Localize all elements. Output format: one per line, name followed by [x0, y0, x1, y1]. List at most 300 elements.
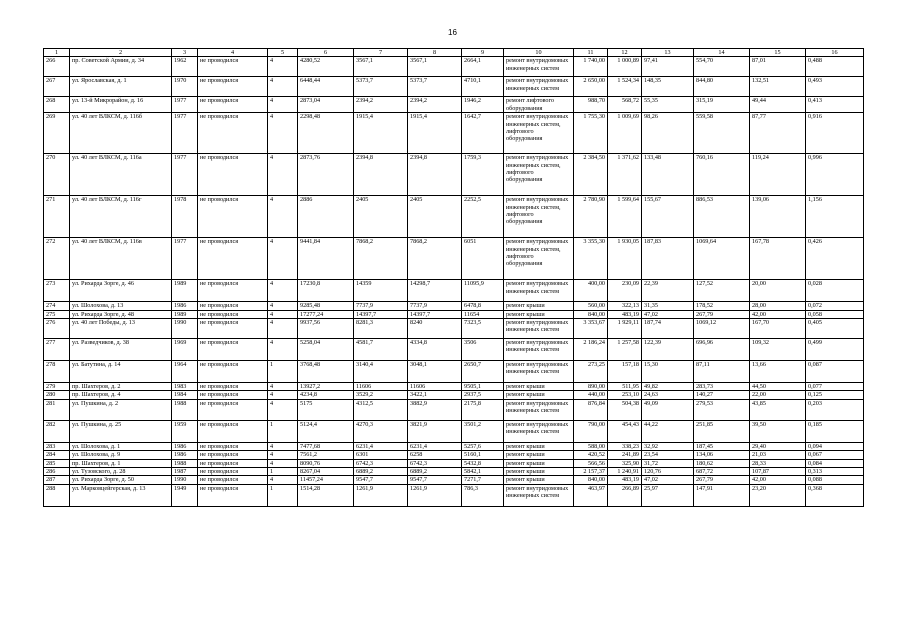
- table-cell: 5373,7: [408, 77, 462, 97]
- table-cell: 269: [44, 113, 70, 154]
- table-cell: 4710,1: [462, 77, 504, 97]
- table-cell: не проводился: [198, 442, 268, 450]
- table-cell: 2394,2: [408, 97, 462, 113]
- table-cell: 1 000,89: [608, 57, 642, 77]
- table-cell: 282: [44, 420, 70, 442]
- table-cell: 24,63: [642, 391, 694, 399]
- table-cell: 1: [268, 420, 298, 442]
- table-cell: 5373,7: [354, 77, 408, 97]
- table-cell: 988,70: [574, 97, 608, 113]
- table-cell: 13,66: [750, 361, 806, 383]
- table-cell: ремонт крыши: [504, 468, 574, 476]
- table-cell: 560,00: [574, 302, 608, 310]
- table-cell: 7323,5: [462, 319, 504, 339]
- table-cell: 4234,8: [298, 391, 354, 399]
- table-cell: ул. Рихарда Зорге, д. 46: [70, 280, 172, 302]
- table-cell: ул. 40 лет ВЛКСМ, д. 116а: [70, 154, 172, 196]
- table-cell: 4334,8: [408, 339, 462, 361]
- table-cell: 4: [268, 339, 298, 361]
- table-cell: 5432,8: [462, 459, 504, 467]
- table-cell: 400,00: [574, 280, 608, 302]
- table-cell: 1 930,05: [608, 238, 642, 280]
- table-cell: 2 186,24: [574, 339, 608, 361]
- table-cell: ул. Ярославская, д. 1: [70, 77, 172, 97]
- table-cell: не проводился: [198, 451, 268, 459]
- table-cell: 6231,4: [354, 442, 408, 450]
- table-cell: пр. Шахтеров, д. 4: [70, 391, 172, 399]
- table-cell: 0,058: [806, 310, 864, 318]
- table-cell: 42,00: [750, 310, 806, 318]
- table-cell: не проводился: [198, 310, 268, 318]
- table-cell: 0,368: [806, 484, 864, 506]
- repair-table: [43, 48, 864, 507]
- table-cell: 32,92: [642, 442, 694, 450]
- table-row: [44, 459, 864, 467]
- column-header: 9: [462, 49, 504, 57]
- table-cell: ул. Рихарда Зорге, д. 50: [70, 476, 172, 484]
- table-cell: 17230,8: [298, 280, 354, 302]
- table-cell: 1977: [172, 154, 198, 196]
- table-cell: ремонт внутридомовых инженерных систем, лифтового оборудования: [504, 154, 574, 196]
- table-cell: 39,50: [750, 420, 806, 442]
- table-cell: 49,44: [750, 97, 806, 113]
- table-cell: ул. Шолохова, д. 13: [70, 302, 172, 310]
- table-cell: 1514,28: [298, 484, 354, 506]
- table-cell: 4: [268, 391, 298, 399]
- table-cell: ремонт крыши: [504, 442, 574, 450]
- table-cell: 4: [268, 310, 298, 318]
- table-cell: 3 355,30: [574, 238, 608, 280]
- table-cell: 1969: [172, 339, 198, 361]
- table-cell: 283,73: [694, 383, 750, 391]
- table-cell: ул. 40 лет ВЛКСМ, д. 116г: [70, 196, 172, 238]
- table-row: [44, 113, 864, 154]
- table-cell: 230,09: [608, 280, 642, 302]
- table-cell: 11654: [462, 310, 504, 318]
- table-cell: 288: [44, 484, 70, 506]
- table-cell: ул. 40 лет Победы, д. 13: [70, 319, 172, 339]
- table-cell: 3567,1: [408, 57, 462, 77]
- table-cell: ул. Разведчиков, д. 38: [70, 339, 172, 361]
- table-cell: 241,89: [608, 451, 642, 459]
- table-cell: 2252,5: [462, 196, 504, 238]
- table-cell: 0,072: [806, 302, 864, 310]
- table-cell: ул. Батутина, д. 14: [70, 361, 172, 383]
- table-cell: 4: [268, 97, 298, 113]
- table-cell: не проводился: [198, 280, 268, 302]
- table-cell: 267,79: [694, 476, 750, 484]
- table-cell: 1988: [172, 399, 198, 420]
- table-cell: 187,83: [642, 238, 694, 280]
- table-cell: 588,00: [574, 442, 608, 450]
- table-cell: ремонт крыши: [504, 451, 574, 459]
- table-cell: 4: [268, 196, 298, 238]
- table-row: [44, 484, 864, 506]
- table-cell: 268: [44, 97, 70, 113]
- table-cell: 266,89: [608, 484, 642, 506]
- table-row: [44, 391, 864, 399]
- table-cell: 14397,7: [408, 310, 462, 318]
- table-cell: 1 740,00: [574, 57, 608, 77]
- table-cell: 281: [44, 399, 70, 420]
- table-cell: 0,405: [806, 319, 864, 339]
- table-cell: 3501,2: [462, 420, 504, 442]
- table-cell: 0,426: [806, 238, 864, 280]
- table-cell: 107,87: [750, 468, 806, 476]
- table-cell: 0,067: [806, 451, 864, 459]
- table-cell: 1964: [172, 361, 198, 383]
- table-cell: 0,094: [806, 442, 864, 450]
- table-cell: не проводился: [198, 57, 268, 77]
- table-row: [44, 476, 864, 484]
- table-cell: 9547,7: [354, 476, 408, 484]
- table-row: [44, 442, 864, 450]
- table-cell: 167,78: [750, 238, 806, 280]
- table-cell: 251,85: [694, 420, 750, 442]
- table-cell: 786,3: [462, 484, 504, 506]
- table-row: [44, 420, 864, 442]
- table-cell: 483,19: [608, 310, 642, 318]
- table-cell: не проводился: [198, 77, 268, 97]
- table-cell: 11606: [354, 383, 408, 391]
- table-cell: 4: [268, 154, 298, 196]
- table-cell: ремонт внутридомовых инженерных систем: [504, 280, 574, 302]
- table-cell: 2394,2: [354, 97, 408, 113]
- table-cell: 139,06: [750, 196, 806, 238]
- table-cell: 97,41: [642, 57, 694, 77]
- table-cell: 5175: [298, 399, 354, 420]
- table-cell: 0,088: [806, 476, 864, 484]
- table-cell: ремонт внутридомовых инженерных систем: [504, 484, 574, 506]
- table-cell: 325,90: [608, 459, 642, 467]
- table-cell: 1990: [172, 319, 198, 339]
- table-cell: 20,00: [750, 280, 806, 302]
- table-cell: 11095,9: [462, 280, 504, 302]
- table-cell: 5124,4: [298, 420, 354, 442]
- table-cell: 0,499: [806, 339, 864, 361]
- table-cell: 1 257,58: [608, 339, 642, 361]
- table-row: [44, 302, 864, 310]
- table-cell: 6742,3: [408, 459, 462, 467]
- table-cell: 568,72: [608, 97, 642, 113]
- table-cell: 14397,7: [354, 310, 408, 318]
- table-cell: 266: [44, 57, 70, 77]
- table-cell: 28,33: [750, 459, 806, 467]
- table-cell: 420,52: [574, 451, 608, 459]
- table-cell: не проводился: [198, 238, 268, 280]
- table-cell: ремонт внутридомовых инженерных систем: [504, 319, 574, 339]
- table-cell: 276: [44, 319, 70, 339]
- table-cell: 1915,4: [408, 113, 462, 154]
- table-row: [44, 383, 864, 391]
- table-cell: 180,62: [694, 459, 750, 467]
- table-cell: 279,53: [694, 399, 750, 420]
- table-cell: 760,16: [694, 154, 750, 196]
- table-cell: 14298,7: [408, 280, 462, 302]
- table-cell: 4: [268, 476, 298, 484]
- table-cell: ремонт крыши: [504, 310, 574, 318]
- table-cell: 7561,2: [298, 451, 354, 459]
- table-cell: ремонт внутридомовых инженерных систем, лифтового оборудования: [504, 196, 574, 238]
- table-cell: 454,43: [608, 420, 642, 442]
- table-cell: не проводился: [198, 468, 268, 476]
- table-cell: 1977: [172, 97, 198, 113]
- table-cell: 3140,4: [354, 361, 408, 383]
- table-cell: 1978: [172, 196, 198, 238]
- column-header: 4: [198, 49, 268, 57]
- table-cell: 463,97: [574, 484, 608, 506]
- table-cell: 7271,7: [462, 476, 504, 484]
- table-row: [44, 399, 864, 420]
- table-cell: 0,203: [806, 399, 864, 420]
- table-cell: ремонт внутридомовых инженерных систем, лифтового оборудования: [504, 113, 574, 154]
- table-cell: ремонт лифтового оборудования: [504, 97, 574, 113]
- table-cell: 127,52: [694, 280, 750, 302]
- table-cell: 4: [268, 57, 298, 77]
- table-cell: 6478,8: [462, 302, 504, 310]
- table-cell: 1990: [172, 476, 198, 484]
- table-cell: не проводился: [198, 399, 268, 420]
- table-cell: 47,02: [642, 476, 694, 484]
- column-header: 11: [574, 49, 608, 57]
- column-header: 15: [750, 49, 806, 57]
- table-cell: 87,11: [694, 361, 750, 383]
- table-cell: 1915,4: [354, 113, 408, 154]
- table-cell: 8090,76: [298, 459, 354, 467]
- table-cell: 0,125: [806, 391, 864, 399]
- table-cell: 109,32: [750, 339, 806, 361]
- table-cell: ремонт внутридомовых инженерных систем: [504, 399, 574, 420]
- table-cell: 157,18: [608, 361, 642, 383]
- table-cell: 253,10: [608, 391, 642, 399]
- table-cell: 2405: [354, 196, 408, 238]
- table-cell: 11457,24: [298, 476, 354, 484]
- table-cell: 4312,5: [354, 399, 408, 420]
- table-cell: 1 755,30: [574, 113, 608, 154]
- table-cell: 273: [44, 280, 70, 302]
- table-cell: 279: [44, 383, 70, 391]
- table-cell: 4: [268, 451, 298, 459]
- table-row: [44, 57, 864, 77]
- table-cell: ул. 40 лет ВЛКСМ, д. 116б: [70, 113, 172, 154]
- table-cell: 275: [44, 310, 70, 318]
- table-cell: ремонт внутридомовых инженерных систем, лифтового оборудования: [504, 238, 574, 280]
- table-cell: 687,72: [694, 468, 750, 476]
- table-cell: 1261,9: [408, 484, 462, 506]
- column-header: 10: [504, 49, 574, 57]
- table-row: [44, 97, 864, 113]
- table-cell: 22,39: [642, 280, 694, 302]
- table-cell: 1986: [172, 442, 198, 450]
- table-cell: 6231,4: [408, 442, 462, 450]
- table-cell: 2298,48: [298, 113, 354, 154]
- table-cell: 11606: [408, 383, 462, 391]
- table-cell: 187,74: [642, 319, 694, 339]
- table-cell: 43,85: [750, 399, 806, 420]
- table-cell: 9441,84: [298, 238, 354, 280]
- table-cell: 167,70: [750, 319, 806, 339]
- table-cell: 7737,9: [408, 302, 462, 310]
- table-cell: 133,48: [642, 154, 694, 196]
- table-cell: 155,67: [642, 196, 694, 238]
- column-header: 6: [298, 49, 354, 57]
- table-cell: не проводился: [198, 484, 268, 506]
- table-cell: 4: [268, 280, 298, 302]
- table-cell: 9937,56: [298, 319, 354, 339]
- table-cell: 6258: [408, 451, 462, 459]
- table-cell: 21,03: [750, 451, 806, 459]
- table-row: [44, 361, 864, 383]
- table-cell: 1984: [172, 391, 198, 399]
- table-cell: 0,087: [806, 361, 864, 383]
- table-cell: 4: [268, 399, 298, 420]
- table-cell: ул. Тузовского, д. 28: [70, 468, 172, 476]
- table-cell: не проводился: [198, 319, 268, 339]
- table-cell: 0,916: [806, 113, 864, 154]
- table-cell: не проводился: [198, 113, 268, 154]
- table-cell: 7868,2: [354, 238, 408, 280]
- table-cell: 134,06: [694, 451, 750, 459]
- table-row: [44, 280, 864, 302]
- header-row: [44, 49, 864, 57]
- table-cell: 1069,64: [694, 238, 750, 280]
- table-cell: 120,76: [642, 468, 694, 476]
- table-cell: не проводился: [198, 459, 268, 467]
- table-cell: 1959: [172, 420, 198, 442]
- table-cell: 4270,3: [354, 420, 408, 442]
- table-cell: ул. Пушкина, д. 2: [70, 399, 172, 420]
- table-cell: 42,00: [750, 476, 806, 484]
- table-row: [44, 339, 864, 361]
- table-cell: пр. Шахтеров, д. 2: [70, 383, 172, 391]
- table-cell: 3768,48: [298, 361, 354, 383]
- table-cell: 272: [44, 238, 70, 280]
- table-cell: 5257,6: [462, 442, 504, 450]
- table-cell: ул. Шолохова, д. 9: [70, 451, 172, 459]
- table-row: [44, 310, 864, 318]
- table-cell: 98,26: [642, 113, 694, 154]
- table-cell: 8281,3: [354, 319, 408, 339]
- table-cell: 47,02: [642, 310, 694, 318]
- table-cell: 1986: [172, 451, 198, 459]
- table-cell: 273,25: [574, 361, 608, 383]
- table-cell: 315,19: [694, 97, 750, 113]
- table-cell: ремонт внутридомовых инженерных систем: [504, 420, 574, 442]
- table-cell: 1: [268, 468, 298, 476]
- table-cell: 483,19: [608, 476, 642, 484]
- table-cell: ул. 13-й Микрорайон, д. 16: [70, 97, 172, 113]
- table-cell: 1 240,91: [608, 468, 642, 476]
- table-cell: не проводился: [198, 383, 268, 391]
- table-cell: 31,35: [642, 302, 694, 310]
- table-row: [44, 77, 864, 97]
- table-cell: 2 780,90: [574, 196, 608, 238]
- table-row: [44, 319, 864, 339]
- table-cell: 13927,2: [298, 383, 354, 391]
- table-cell: 1 929,11: [608, 319, 642, 339]
- table-cell: ремонт крыши: [504, 476, 574, 484]
- table-cell: 1642,7: [462, 113, 504, 154]
- page-number: 16: [448, 28, 457, 37]
- table-cell: 7737,9: [354, 302, 408, 310]
- table-cell: 1949: [172, 484, 198, 506]
- table-cell: 1977: [172, 113, 198, 154]
- table-cell: 148,35: [642, 77, 694, 97]
- table-cell: 132,51: [750, 77, 806, 97]
- table-cell: ул. 40 лет ВЛКСМ, д. 116в: [70, 238, 172, 280]
- table-cell: 0,028: [806, 280, 864, 302]
- table-cell: 1 599,64: [608, 196, 642, 238]
- table-cell: 890,00: [574, 383, 608, 391]
- table-cell: 2405: [408, 196, 462, 238]
- table-cell: 9285,48: [298, 302, 354, 310]
- table-cell: 25,97: [642, 484, 694, 506]
- table-cell: 2394,8: [408, 154, 462, 196]
- table-cell: не проводился: [198, 420, 268, 442]
- table-cell: 280: [44, 391, 70, 399]
- table-cell: 4280,52: [298, 57, 354, 77]
- column-header: 1: [44, 49, 70, 57]
- table-cell: 0,493: [806, 77, 864, 97]
- table-cell: 504,38: [608, 399, 642, 420]
- table-cell: 49,82: [642, 383, 694, 391]
- table-cell: 284: [44, 451, 70, 459]
- table-cell: 5842,1: [462, 468, 504, 476]
- table-cell: 322,13: [608, 302, 642, 310]
- column-header: 3: [172, 49, 198, 57]
- table-cell: 270: [44, 154, 70, 196]
- table-cell: 3422,1: [408, 391, 462, 399]
- table-cell: 2650,7: [462, 361, 504, 383]
- table-cell: 566,56: [574, 459, 608, 467]
- table-cell: 287: [44, 476, 70, 484]
- table-cell: 4: [268, 77, 298, 97]
- table-cell: 2 157,37: [574, 468, 608, 476]
- column-header: 16: [806, 49, 864, 57]
- table-cell: 4581,7: [354, 339, 408, 361]
- table-cell: 0,996: [806, 154, 864, 196]
- table-cell: 4: [268, 383, 298, 391]
- table-cell: ул. Пушкина, д. 25: [70, 420, 172, 442]
- table-cell: 1987: [172, 468, 198, 476]
- table-cell: 4: [268, 113, 298, 154]
- table-cell: 2873,04: [298, 97, 354, 113]
- table-cell: 440,00: [574, 391, 608, 399]
- table-cell: 9505,1: [462, 383, 504, 391]
- table-cell: 2873,76: [298, 154, 354, 196]
- table-cell: 29,40: [750, 442, 806, 450]
- table-cell: 0,084: [806, 459, 864, 467]
- table-cell: не проводился: [198, 476, 268, 484]
- table-cell: 283: [44, 442, 70, 450]
- table-cell: 844,80: [694, 77, 750, 97]
- table-cell: пр. Советской Армии, д. 34: [70, 57, 172, 77]
- table-cell: 2175,8: [462, 399, 504, 420]
- table-cell: 1946,2: [462, 97, 504, 113]
- table-cell: 187,45: [694, 442, 750, 450]
- table-cell: 44,50: [750, 383, 806, 391]
- table-cell: 178,52: [694, 302, 750, 310]
- table-cell: 790,00: [574, 420, 608, 442]
- table-cell: 1 524,34: [608, 77, 642, 97]
- table-cell: не проводился: [198, 302, 268, 310]
- table-cell: 1989: [172, 280, 198, 302]
- table-cell: 271: [44, 196, 70, 238]
- table-cell: 0,488: [806, 57, 864, 77]
- table-cell: 3506: [462, 339, 504, 361]
- table-cell: 1977: [172, 238, 198, 280]
- table-cell: 277: [44, 339, 70, 361]
